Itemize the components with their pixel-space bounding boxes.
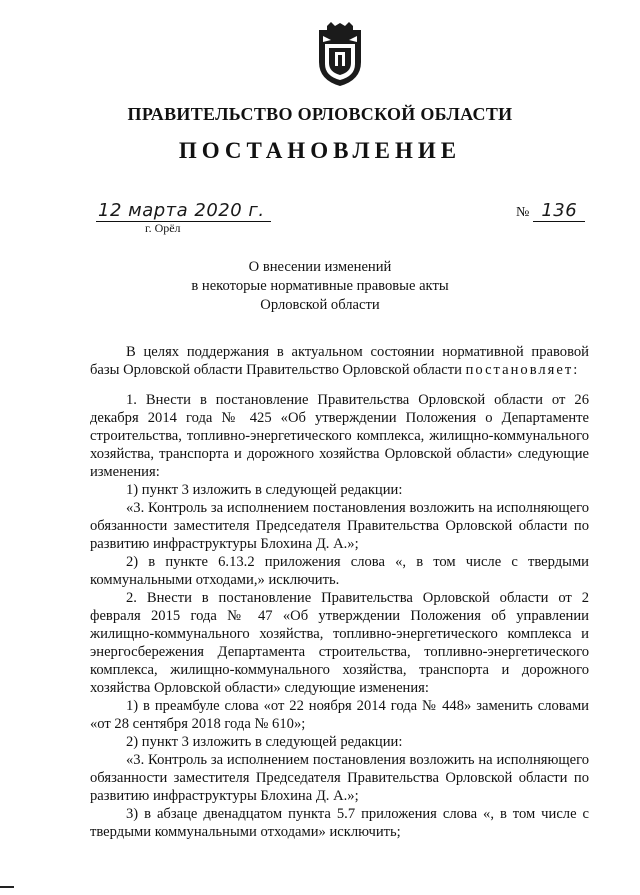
organization-name: ПРАВИТЕЛЬСТВО ОРЛОВСКОЙ ОБЛАСТИ — [127, 104, 513, 124]
scan-edge-mark — [0, 886, 14, 888]
document-type-title: ПОСТАНОВЛЕНИЕ — [178, 138, 462, 163]
subject-line: О внесении изменений — [248, 259, 392, 275]
item1-subitem-2: 2) в пункте 6.13.2 приложения слова «, в том числе с твердыми коммунальными отходами,» исключить. — [90, 554, 589, 588]
handwritten-date: 12 марта 2020 г. — [96, 201, 271, 222]
handwritten-number: 136 — [533, 201, 585, 222]
number-sign: № — [516, 205, 530, 220]
item1-subitem-1: 1) пункт 3 изложить в следующей редакции: — [126, 482, 403, 498]
item1-quote-paragraph: «3. Контроль за исполнением постановления возложить на исполняющего обязанности заместителя Председателя Правительства Орловской области по развитию инфраструктуры Блохина Д. А.»; — [90, 500, 589, 552]
document-date — [96, 201, 271, 222]
document-body — [90, 343, 589, 841]
coat-of-arms-emblem — [313, 22, 367, 88]
document-subject — [0, 258, 640, 315]
subject-line: в некоторые нормативные правовые акты — [191, 278, 449, 294]
item2-subitem-3: 3) в абзаце двенадцатом пункта 5.7 приложения слова «, в том числе с твердыми коммунальными отходами» исключить; — [90, 806, 589, 840]
preamble-keyword: постановляет: — [465, 362, 580, 378]
item2-subitem-2: 2) пункт 3 изложить в следующей редакции: — [126, 734, 403, 750]
item2-quote-paragraph: «3. Контроль за исполнением постановления возложить на исполняющего обязанности заместителя Председателя Правительства Орловской области по развитию инфраструктуры Блохина Д. А.»; — [90, 752, 589, 804]
item2-intro-paragraph: 2. Внести в постановление Правительства Орловской области от 2 февраля 2015 года № 47 «Об утверждении Положения об управлении жилищно-коммунального хозяйства, топливно-энергетического комплекса и энергосбережения Департамента строительства, топливно-энергетического комплекса, жилищно-коммунального хозяйства, транспорта и дорожного хозяйства Орловской области» следующие изменения: — [90, 590, 589, 696]
document-city: г. Орёл — [145, 221, 181, 235]
document-number — [516, 201, 585, 222]
preamble-paragraph — [90, 343, 589, 379]
preamble-text: В целях поддержания в актуальном состоянии нормативной правовой базы Орловской области Правительство Орловской области — [90, 344, 589, 378]
item1-intro-paragraph: 1. Внести в постановление Правительства Орловской области от 26 декабря 2014 года № 425 «Об утверждении Положения о Департаменте строительства, топливно-энергетического комплекса, жилищно-коммунального хозяйства, транспорта и дорожного хозяйства Орловской области» следующие изменения: — [90, 392, 589, 480]
subject-line: Орловской области — [260, 297, 380, 313]
item2-subitem-1: 1) в преамбуле слова «от 22 ноября 2014 года № 448» заменить словами «от 28 сентября 2018 года № 610»; — [90, 698, 589, 732]
